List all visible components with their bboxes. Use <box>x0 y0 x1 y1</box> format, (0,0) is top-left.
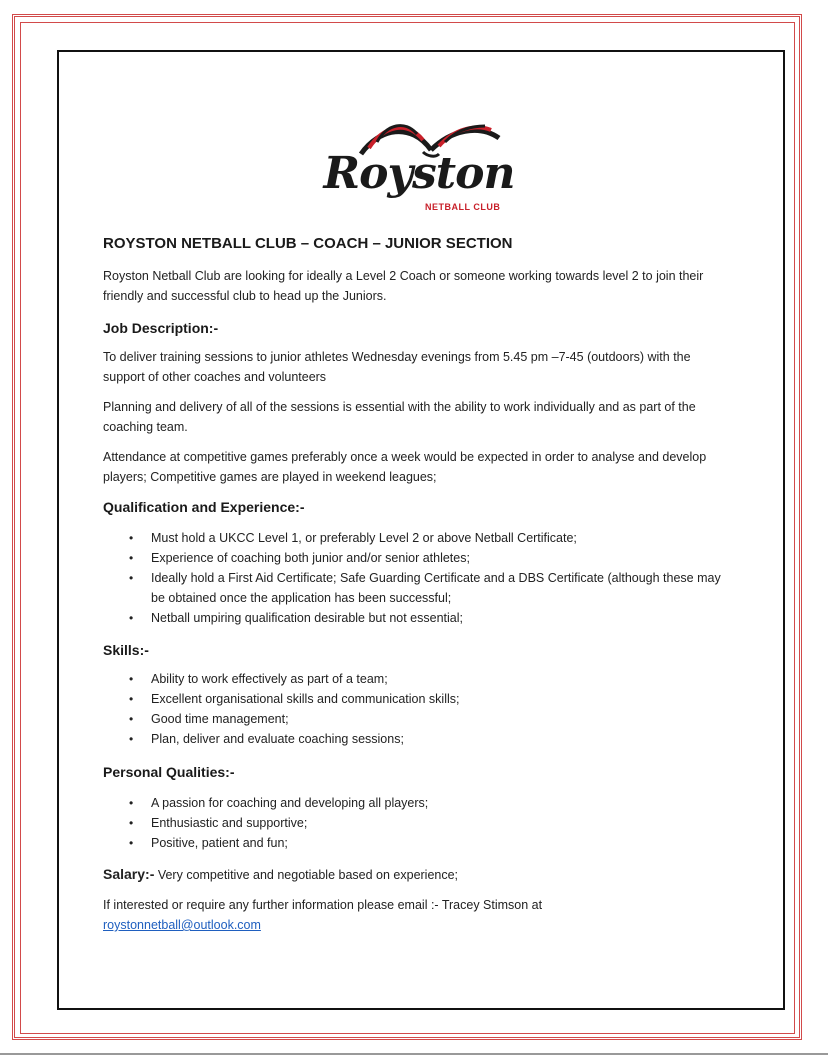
salary-label: Salary:- <box>103 866 155 882</box>
list-item: • Netball umpiring qualification desirable but not essential; <box>103 608 733 628</box>
list-item: • Plan, deliver and evaluate coaching sessions; <box>103 729 733 749</box>
contact-paragraph <box>103 895 733 935</box>
job-description-heading: Job Description:- <box>103 320 219 336</box>
intro-paragraph: Royston Netball Club are looking for ideally a Level 2 Coach or someone working towards level 2 to join their friendly and successful club to head up the Juniors. <box>103 269 704 303</box>
personal-qualities-heading: Personal Qualities:- <box>103 764 235 780</box>
skills-list <box>103 669 733 749</box>
list-item: • Experience of coaching both junior and/or senior athletes; <box>103 548 733 568</box>
qualification-list <box>103 528 733 628</box>
list-item: • Must hold a UKCC Level 1, or preferably Level 2 or above Netball Certificate; <box>103 528 733 548</box>
list-item: • Excellent organisational skills and communication skills; <box>103 689 733 709</box>
club-logo <box>319 108 519 218</box>
job-description-paragraph-3: Attendance at competitive games preferably once a week would be expected in order to analyse and develop players; Competitive games are played in weekend leagues; <box>103 450 707 484</box>
job-description-paragraph-1: To deliver training sessions to junior athletes Wednesday evenings from 5.45 pm –7-45 (outdoors) with the support of other coaches and volunteers <box>103 350 691 384</box>
skills-heading: Skills:- <box>103 642 149 658</box>
bottom-divider <box>0 1053 828 1055</box>
job-description-paragraph-2: Planning and delivery of all of the sessions is essential with the ability to work individually and as part of the coaching team. <box>103 400 696 434</box>
logo-subtitle: NETBALL CLUB <box>425 202 501 212</box>
salary-line <box>103 864 733 885</box>
list-item: • Good time management; <box>103 709 733 729</box>
list-item: • Enthusiastic and supportive; <box>103 813 733 833</box>
list-item: • Positive, patient and fun; <box>103 833 733 853</box>
list-item: • A passion for coaching and developing all players; <box>103 793 733 813</box>
contact-text: If interested or require any further information please email :- Tracey Stimson at <box>103 898 543 912</box>
email-link[interactable]: roystonnetball@outlook.com <box>103 918 261 932</box>
document-page <box>57 50 785 1010</box>
salary-text: Very competitive and negotiable based on experience; <box>154 868 459 882</box>
list-item: • Ideally hold a First Aid Certificate; Safe Guarding Certificate and a DBS Certificate (although these may be obtained once the application has been successful; <box>103 568 733 608</box>
personal-qualities-list <box>103 793 733 853</box>
logo-wordmark: Royston <box>323 148 515 199</box>
document-title: ROYSTON NETBALL CLUB – COACH – JUNIOR SECTION <box>103 235 513 252</box>
qualification-heading: Qualification and Experience:- <box>103 499 305 515</box>
list-item: • Ability to work effectively as part of a team; <box>103 669 733 689</box>
